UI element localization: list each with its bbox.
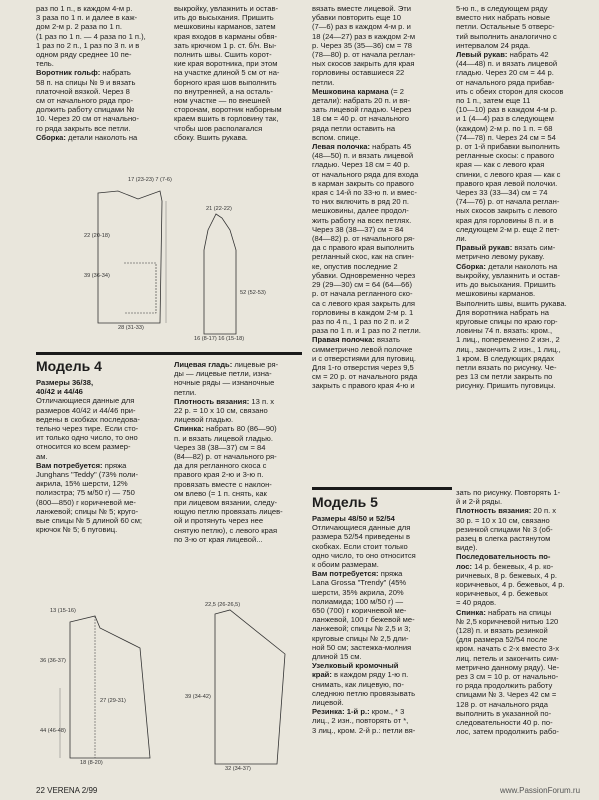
left-front-heading: Левая полочка: — [312, 142, 371, 152]
model5-gauge-text: 20 п. х 30 р. = 10 х 10 см, связано резинкой спицами № 3 (об- разец в слегка растянутом виде). — [456, 506, 557, 553]
model4-needs-heading: Вам потребуется: — [36, 460, 103, 470]
model5-sizes: Размеры 48/50 и 52/54 — [312, 514, 395, 523]
left-front-text: набрать 45 (48—50) п. и вязать лицевой гладью. Через 18 см = 40 р. от начального ряда для входа в карман закрыть со правого края с 14-й по 33-ю п. и вмес- то них включить в ряд 20 п. мешковины, далее продол- жить работу на всех петлях. Через 38 (38—37) см = 84 (84—82) р. от начального ря- да с правого края выполнить регланный скос, как на спин- ке, опустив последние 2 убавки. Одновременно через 29 (29—30) см = 64 (64—66) р. от начала регланного ско- са с левого края закрыть для горловины в каждом 2-м р. 1 раз по 4 п., 1 раз по 2 п. и 2 раза по 1 п. и 1 раз по 2 петли. — [312, 142, 421, 336]
assembly2-heading: Сборка: — [456, 261, 486, 271]
model4-back-heading: Спинка: — [174, 424, 204, 434]
section-divider — [36, 352, 302, 355]
diagram-label: 39 (34-42) — [185, 694, 211, 700]
diagram-label: 18 (8-20) — [80, 760, 103, 766]
diagram-label: 39 (36-34) — [84, 273, 110, 279]
model5-col4-text — [456, 488, 596, 784]
model5-title: Модель 5 — [312, 494, 378, 510]
model4-intro: Отличающиеся данные для размеров 40/42 и 44/46 при- ведены в скобках последова- тельно через тире. Если сто- ит только одно число, то оно относится ко всем размер- ам. — [36, 396, 140, 461]
diagram-label: 44 (46-48) — [40, 728, 66, 734]
site-watermark: www.PassionForum.ru — [500, 786, 581, 795]
diagram-label: 52 (52-53) — [240, 290, 266, 296]
model5-rib-continued: зать по рисунку. Повторять 1- й и 2-й ряды. — [456, 488, 561, 507]
model5-gauge-heading: Плотность вязания: — [456, 506, 532, 516]
model4-col1-text — [36, 378, 168, 583]
model4-title: Модель 4 — [36, 358, 102, 374]
model3-assembly-continued: выкройку, увлажнить и остав- ить до высыхания. Пришить мешковины карманов, затем края входов в карманы обвя- зать крючком 1 р. ст. б/н. Вы- полнить швы. Сшить корот- кие края воротника, при этом на участке длиной 5 см от на- борного края шов выполнить по внутренней, а на осталь- ном участке — по внешней сторонам, воротник наборным краем вшить в горловину так, чтобы шов располагался сбоку. Вшить рукава. — [174, 4, 282, 142]
diagram-label: 22 (20-18) — [84, 233, 110, 239]
pattern-diagram-back-front — [84, 177, 178, 333]
right-front-heading: Правая полочка: — [312, 335, 375, 345]
left-sleeve-text: набрать 42 (44—48) п. и вязать лицевой гладью. Через 20 см = 44 р. от начального ряда прибав- ить с обеих сторон для скосов по 1 п., затем еще 11 (10—10) раз в каждом 4-м р. и 1 (4—4) раз в следующем (каждом) 2-м р. по 1 п. = 68 (74—78) п. Через 24 см = 54 р. от 1-й прибавки выполнить регланные скосы: с правого края — как с левого края спинки, с левого края — как с правого края левой полочки. Через 33 (33—34) см = 74 (74—76) р. от начала реглан- ных скосов закрыть с левого края для горловины 8 п. и в следующем 2-м р. еще 2 пет- ли. — [456, 50, 564, 244]
section-divider-model5 — [312, 487, 452, 490]
model4-gauge-heading: Плотность вязания: — [174, 396, 250, 406]
model5-intro: Отличающиеся данные для размера 52/54 приведены в скобках. Если стоит только одно число, то оно относится к обоим размерам. — [312, 523, 416, 570]
assembly-text: детали наколоть на — [65, 132, 138, 142]
model4-needs-text: пряжа Junghans "Teddy" (73% поли- акрила, 15% шерсти, 12% полиэстра; 75 м/50 г) — 750 (800—850) г коричневой ме- ланжевой; спицы № 5; круго- вые спицы № 5 длиной 60 см; крючок № 5; 6 пуговиц. — [36, 460, 143, 535]
pattern-diagram-sleeve — [186, 206, 266, 342]
pocket-text: (= 2 детали): набрать 20 п. и вя- зать лицевой гладью. Через 18 см = 40 р. от начального ряда петли оставить на вспом. спице. — [312, 86, 412, 142]
diagram-label: 13 (15-16) — [50, 608, 76, 614]
model5-stripes-heading: Последовательность по- лос: — [456, 552, 551, 571]
model4-gauge-text: 13 п. х 22 р. = 10 х 10 см, связано лицевой гладью. — [174, 396, 275, 425]
diagram-label: 22,5 (26-26,5) — [205, 602, 241, 608]
right-sleeve-text: вязать сим- метрично левому рукаву. — [456, 243, 556, 262]
model3-col1-text — [36, 4, 166, 164]
pattern-diagram-model4-body — [40, 608, 190, 768]
col4-text — [456, 4, 596, 474]
back-continued-text: вязать вместе лицевой. Эти убавки повторить еще 10 (7—6) раз в каждом 4-м р. и 18 (24—27) раз в каждом 2-м р. Через 35 (35—36) см = 78 (78—80) р. от начала реглан- ных скосов закрыть для края горловины оставшиеся 22 петли. — [312, 4, 416, 87]
diagram-label: 17 (23-23) 7 (7-6) — [128, 177, 172, 183]
model5-needs-heading: Вам потребуется: — [312, 569, 379, 579]
col3-text — [312, 4, 452, 484]
model5-col3-text — [312, 514, 452, 784]
diagram-label: 32 (34-37) — [225, 766, 251, 772]
buttonhole-text: 5-ю п., в следующем ряду вместо них набрать новые петли. Остальные 5 отверс- тий выполнить аналогично с интервалом 24 ряда. — [456, 4, 557, 50]
model5-rib-heading: Резинка: 1-й р.: — [312, 707, 370, 717]
model5-edge-text: в каждом ряду 1-ю п. снимать, как лицевую, по- следнюю петлю провязывать лицевой. — [312, 670, 416, 708]
model3-col2-text — [174, 4, 304, 154]
model4-stitch-heading: Лицевая гладь: — [174, 360, 233, 369]
model5-needs-text: пряжа Lana Grossa "Trendy" (45% шерсти, 35% акрила, 20% полиамида; 100 м/50 г) — 650 (700) г коричневой ме- ланжевой, 100 г бежевой ме- ланжевой; спицы № 2,5 и 3; круговые спицы № 2,5 дли- ной 50 см; застежка-молния длиной 15 см. — [312, 569, 415, 662]
diagram-label: 27 (29-31) — [100, 698, 126, 704]
model5-back-text: набрать на спицы № 2,5 коричневой нитью 120 (128) п. и вязать резинкой (для размера 52/54 после кром. начать с 2-х вместо 3-х лиц. петель и закончить сим- метрично данному ряду). Че- рез 3 см = 10 р. от начально- го ряда продолжить работу спицами № 3. Через 42 см = 128 р. от начального ряда выполнить в указанной по- следовательности 40 р. по- лос, затем продолжить рабо- — [456, 607, 560, 737]
diagram-label: 21 (22-22) — [206, 206, 232, 212]
model5-rib-text: кром., * 3 лиц., 2 изн., повторять от *, 3 лиц., кром. 2-й р.: петли вя- — [312, 707, 416, 735]
diagram-label: 36 (36-37) — [40, 658, 66, 664]
assembly2-text: детали наколоть на выкройку, увлажнить и остав- ить до высыхания. Пришить мешковины карманов. Выполнить швы, вшить рукава. Для воротника набрать на круговые спицы по краю гор- ловины 74 п. вязать: кром., 1 лиц., попеременно 2 изн., 2 лиц., закончить 2 изн., 1 лиц., 1 кром. В следующих рядах петли вязать по рисунку. Че- рез 13 см петли закрыть по рисунку. Пришить пуговицы. — [456, 261, 567, 391]
pocket-heading: Мешковина кармана — [312, 86, 389, 96]
model5-back-heading: Спинка: — [456, 607, 486, 617]
assembly-heading: Сборка: — [36, 132, 66, 142]
model5-edge-heading: Узелковый кромочный край: — [312, 661, 399, 680]
right-sleeve-heading: Правый рукав: — [456, 243, 513, 253]
model4-sizes: Размеры 36/38, 40/42 и 44/46 — [36, 378, 94, 397]
model4-back-text: набрать 80 (86—90) п. и вязать лицевой гладью. Через 38 (38—37) см = 84 (84—82) р. от начального ря- да для регланного скоса с правого края 2-ю и 3-ю п. провязать вместе с наклон- ом влево (= 1 п. снять, как при лицевом вязании, следу- ющую петлю провязать лицев- ой и протянуть через нее снятую петлю), с левого края по 3-ю от края лицевой... — [174, 424, 283, 544]
left-sleeve-heading: Левый рукав: — [456, 50, 508, 60]
model3-sleeve-text: раз по 1 п., в каждом 4-м р. 3 раза по 1 п. и далее в каж- дом 2-м р. 2 раза по 1 п. (1 раз по 1 п. — 4 раза по 1 п.), 1 раз по 2 п., 1 раз по 3 п. и в одном ряду среднее 10 пе- тель. — [36, 4, 146, 69]
collar-text: набрать 58 п. на спицы № 9 и вязать платочной вязкой. Через 8 см от начального ряда про- должить работу спицами № 10. Через 20 см от начально- го ряда закрыть все петли. — [36, 68, 139, 133]
diagram-label: 16 (8-17) 16 (15-18) — [194, 336, 245, 342]
model5-stripes-text: 14 р. бежевых, 4 р. ко- ричневых, 8 р. бежевых, 4 р. коричневых, 4 р. бежевых, 4 р. коричневых, 4 р. бежевых = 40 рядов. — [456, 561, 565, 608]
diagram-label: 28 (31-33) — [118, 325, 144, 331]
model4-stitch-text: лицевые ря- ды — лицевые петли, изна- ночные ряды — изнаночные петли. — [174, 360, 279, 397]
page-footer-number: 22 VERENA 2/99 — [36, 786, 98, 795]
model4-col2-text — [174, 360, 304, 585]
collar-heading: Воротник гольф: — [36, 68, 101, 78]
right-front-text: вязать симметрично левой полочке и с отверстиями для пуговиц. Для 1-го отверстия через 9,5 см = 20 р. от начального ряда закрыть с правого края 4-ю и — [312, 335, 418, 391]
pattern-diagram-model4-sleeve — [185, 604, 305, 774]
